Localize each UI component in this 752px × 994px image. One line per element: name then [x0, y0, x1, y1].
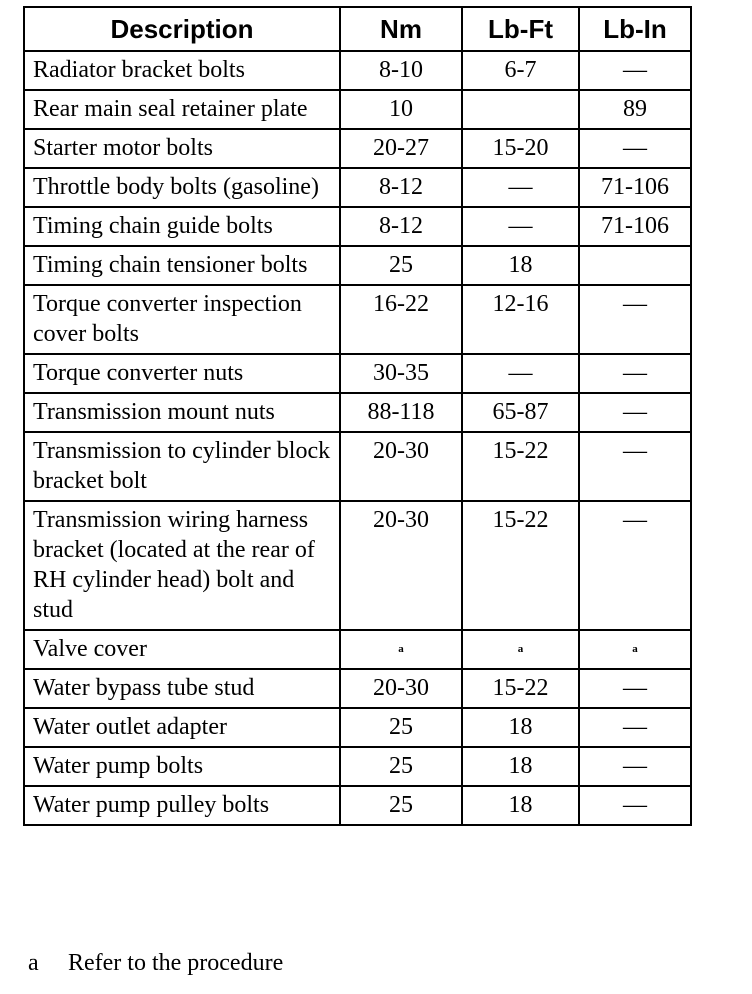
cell-lbft: [462, 90, 579, 129]
cell-nm: 8-12: [340, 207, 462, 246]
cell-lbin: —: [579, 129, 691, 168]
cell-lbin: [579, 630, 691, 669]
cell-nm: 25: [340, 246, 462, 285]
cell-description: Timing chain guide bolts: [24, 207, 340, 246]
cell-lbft: 6-7: [462, 51, 579, 90]
cell-lbft: 15-22: [462, 669, 579, 708]
header-lbin: Lb-In: [579, 7, 691, 51]
table-row: [24, 393, 691, 432]
footnote-ref: a: [517, 643, 524, 655]
cell-description: Valve cover: [24, 630, 340, 669]
table-row: [24, 246, 691, 285]
cell-lbft: —: [462, 354, 579, 393]
table-row: [24, 51, 691, 90]
cell-lbin: [579, 246, 691, 285]
table-row: [24, 90, 691, 129]
cell-nm: 25: [340, 786, 462, 825]
cell-nm: 25: [340, 747, 462, 786]
cell-description: Transmission mount nuts: [24, 393, 340, 432]
table-header-row: [24, 7, 691, 51]
cell-lbin: —: [579, 501, 691, 630]
cell-lbin: —: [579, 432, 691, 501]
cell-nm: 16-22: [340, 285, 462, 354]
cell-lbft: 18: [462, 747, 579, 786]
cell-lbin: —: [579, 285, 691, 354]
cell-lbin: 71-106: [579, 168, 691, 207]
cell-description: Water pump bolts: [24, 747, 340, 786]
cell-lbin: —: [579, 747, 691, 786]
cell-lbft: 15-20: [462, 129, 579, 168]
cell-description: Water pump pulley bolts: [24, 786, 340, 825]
cell-lbin: —: [579, 51, 691, 90]
cell-lbft: 12-16: [462, 285, 579, 354]
cell-nm: 88-118: [340, 393, 462, 432]
cell-description: Water bypass tube stud: [24, 669, 340, 708]
torque-spec-table: [23, 6, 692, 826]
cell-lbft: 18: [462, 708, 579, 747]
cell-description: Starter motor bolts: [24, 129, 340, 168]
cell-description: Timing chain tensioner bolts: [24, 246, 340, 285]
cell-description: Transmission wiring harness bracket (located at the rear of RH cylinder head) bolt and stud: [24, 501, 340, 630]
cell-lbft: 65-87: [462, 393, 579, 432]
table-row: [24, 786, 691, 825]
cell-nm: 20-27: [340, 129, 462, 168]
cell-nm: 20-30: [340, 669, 462, 708]
cell-lbin: —: [579, 708, 691, 747]
cell-nm: 25: [340, 708, 462, 747]
table-row: [24, 630, 691, 669]
cell-description: Torque converter inspection cover bolts: [24, 285, 340, 354]
table-row: [24, 669, 691, 708]
footnote: [28, 948, 283, 978]
table-row: [24, 501, 691, 630]
cell-nm: 20-30: [340, 501, 462, 630]
footnote-ref: a: [632, 643, 638, 655]
cell-description: Rear main seal retainer plate: [24, 90, 340, 129]
table-row: [24, 168, 691, 207]
footnote-mark: a: [28, 950, 39, 976]
cell-lbin: —: [579, 669, 691, 708]
cell-lbft: —: [462, 168, 579, 207]
cell-description: Torque converter nuts: [24, 354, 340, 393]
cell-nm: 8-12: [340, 168, 462, 207]
cell-lbft: 18: [462, 786, 579, 825]
header-description: Description: [24, 7, 340, 51]
table-row: [24, 354, 691, 393]
cell-nm: 20-30: [340, 432, 462, 501]
table-row: [24, 285, 691, 354]
cell-lbft: [462, 630, 579, 669]
footnote-text: Refer to the procedure: [68, 950, 284, 976]
cell-lbin: 89: [579, 90, 691, 129]
cell-lbft: —: [462, 207, 579, 246]
table-row: [24, 747, 691, 786]
cell-lbin: 71-106: [579, 207, 691, 246]
cell-nm: [340, 630, 462, 669]
cell-lbin: —: [579, 786, 691, 825]
cell-lbft: 15-22: [462, 501, 579, 630]
header-nm: Nm: [340, 7, 462, 51]
cell-description: Radiator bracket bolts: [24, 51, 340, 90]
table-row: [24, 129, 691, 168]
cell-nm: 8-10: [340, 51, 462, 90]
cell-lbin: —: [579, 393, 691, 432]
table-row: [24, 432, 691, 501]
table-row: [24, 207, 691, 246]
cell-lbft: 18: [462, 246, 579, 285]
cell-nm: 10: [340, 90, 462, 129]
cell-description: Transmission to cylinder block bracket bolt: [24, 432, 340, 501]
cell-lbft: 15-22: [462, 432, 579, 501]
header-lbft: Lb-Ft: [462, 7, 579, 51]
cell-description: Throttle body bolts (gasoline): [24, 168, 340, 207]
footnote-ref: a: [398, 643, 404, 655]
cell-nm: 30-35: [340, 354, 462, 393]
cell-description: Water outlet adapter: [24, 708, 340, 747]
table-row: [24, 708, 691, 747]
cell-lbin: —: [579, 354, 691, 393]
